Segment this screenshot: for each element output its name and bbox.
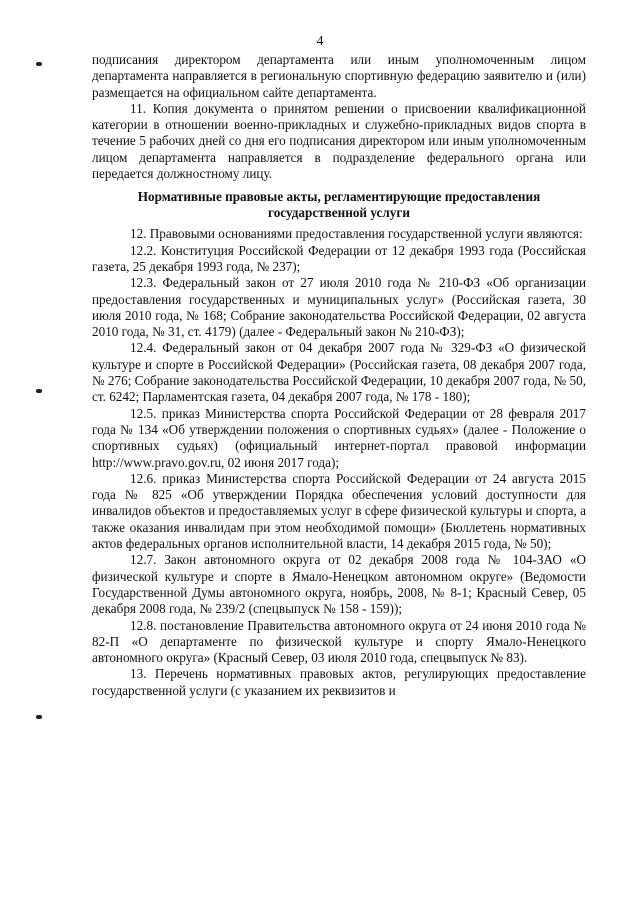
page-number: 4 xyxy=(316,34,324,49)
paragraph: 11. Копия документа о принятом решении о присвоении квалификационной категории в отношении военно-прикладных и служебно-прикладных видов спорта в течение 5 рабочих дней со дня его подписания директором или иным уполномоченным лицом департамента направляется в подразделение федерального органа или передается должностному лицу. xyxy=(92,100,586,182)
margin-mark xyxy=(36,389,42,393)
paragraph: подписания директором департамента или иным уполномоченным лицом департамента направляется в региональную спортивную федерацию заявителю и (или) размещается на официальном сайте департамента. xyxy=(92,52,586,100)
paragraph: 12.3. Федеральный закон от 27 июля 2010 года № 210-ФЗ «Об организации предоставления государственных и муниципальных услуг» (Российская газета, 30 июля 2010 года, № 168; Собрание законодательства Российской Федерации, 02 августа 2010 года, № 31, ст. 4179) (далее - Федеральный закон № 210-ФЗ); xyxy=(92,275,586,340)
paragraph: 12.5. приказ Министерства спорта Российской Федерации от 28 февраля 2017 года № 134 «Об утверждении положения о спортивных судьях» (далее - Положение о спортивных судьях) (официальный интернет-портал правовой информации http://www.pravo.gov.ru, 02 июня 2017 года); xyxy=(92,405,586,470)
paragraph: 13. Перечень нормативных правовых актов, регулирующих предоставление государственной услуги (с указанием их реквизитов и xyxy=(92,666,586,698)
paragraph: 12.6. приказ Министерства спорта Российской Федерации от 24 августа 2015 года № 825 «Об утверждении Порядка обеспечения условий доступности для инвалидов объектов и предоставляемых услуг в сфере физической культуры и спорта, а также оказания инвалидам при этом необходимой помощи» (Бюллетень нормативных актов федеральных органов исполнительной власти, 14 декабря 2015 года, № 50); xyxy=(92,470,586,552)
paragraph: 12.7. Закон автономного округа от 02 декабря 2008 года № 104-ЗАО «О физической культуре и спорте в Ямало-Ненецком автономном округе» (Ведомости Государственной Думы автономного округа, ноябрь, 2008, № 8-1; Красный Север, 05 декабря 2008 года, № 239/2 (спецвыпуск № 158 - 159)); xyxy=(92,552,586,617)
section-heading: Нормативные правовые акты, регламентирующие предоставления государственной услуги xyxy=(137,189,541,221)
document-body xyxy=(92,52,586,699)
paragraph: 12.8. постановление Правительства автономного округа от 24 июня 2010 года № 82-П «О департаменте по физической культуре и спорту Ямало-Ненецкого автономного округа» (Красный Север, 03 июля 2010 года, спецвыпуск № 83). xyxy=(92,617,586,666)
paragraph: 12. Правовыми основаниями предоставления государственной услуги являются: xyxy=(130,226,583,242)
paragraph: 12.2. Конституция Российской Федерации от 12 декабря 1993 года (Российская газета, 25 декабря 1993 года, № 237); xyxy=(92,242,586,274)
margin-mark xyxy=(36,715,42,719)
paragraph: 12.4. Федеральный закон от 04 декабря 2007 года № 329-ФЗ «О физической культуре и спорте в Российской Федерации» (Российская газета, 08 декабря 2007 года, № 276; Собрание законодательства Российской Федерации, 10 декабря 2007 года, № 50, ст. 6242; Парламентская газета, 04 декабря 2007 года, № 178 - 180); xyxy=(92,340,586,405)
margin-mark xyxy=(36,62,42,66)
